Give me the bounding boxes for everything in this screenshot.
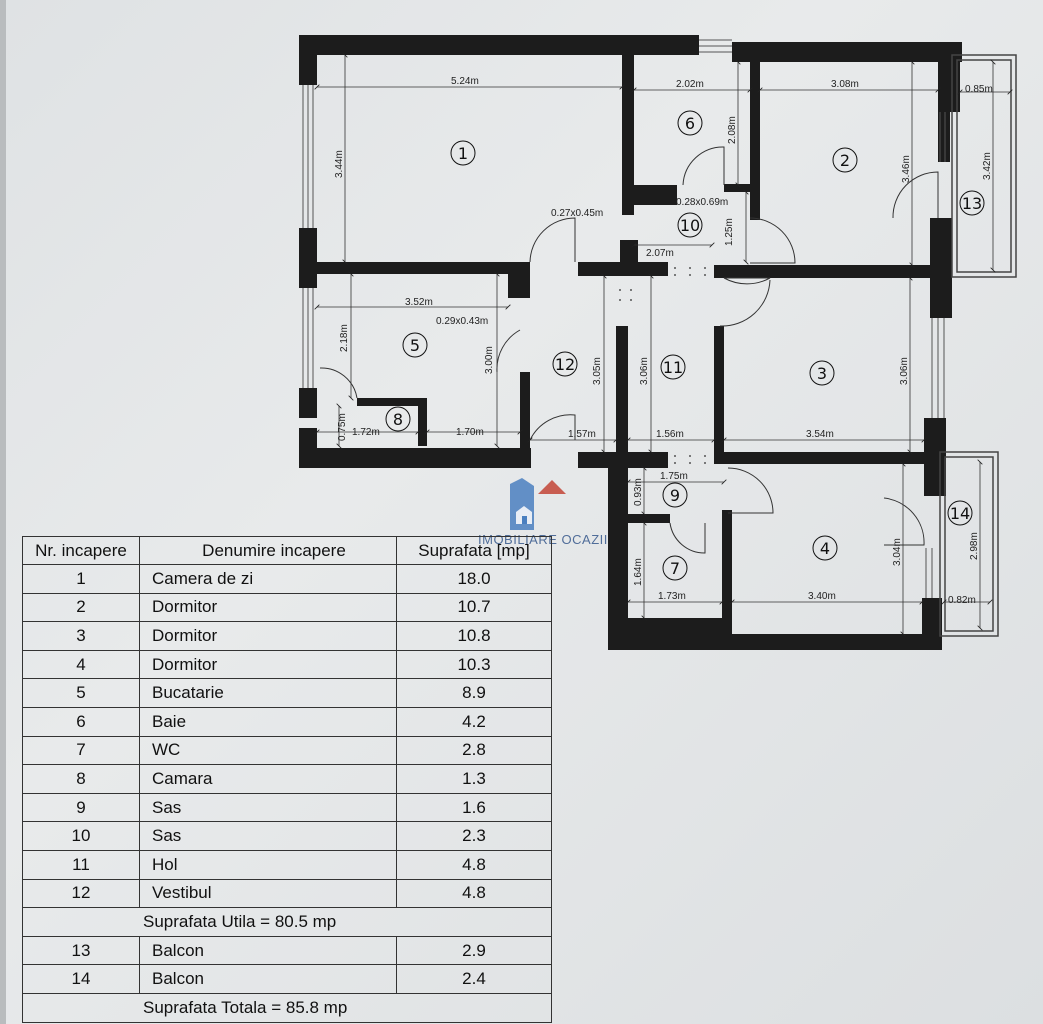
room-number-5: 5 <box>409 336 421 355</box>
room-area-cell: 2.9 <box>397 936 552 965</box>
summary-row <box>23 908 552 937</box>
room-number-14: 14 <box>949 504 971 523</box>
dim-r7-width: 1.73m <box>658 591 686 602</box>
table-row <box>23 679 552 708</box>
room-nr-cell: 14 <box>23 965 140 994</box>
room-name-cell: Balcon <box>140 965 397 994</box>
dim-r14-width: 0.82m <box>948 595 976 606</box>
dim-r7-height: 1.64m <box>633 558 644 586</box>
room-number-1: 1 <box>457 144 469 163</box>
dim-r12-height: 3.05m <box>592 357 603 385</box>
table-header-row <box>23 537 552 565</box>
column-header-name: Denumire incapere <box>140 537 397 565</box>
watermark-logo-icon <box>496 476 586 536</box>
dim-r3-width: 3.54m <box>806 429 834 440</box>
room-nr-cell: 1 <box>23 565 140 594</box>
room-number-3: 3 <box>816 364 828 383</box>
room-nr-cell: 5 <box>23 679 140 708</box>
room-nr-cell: 9 <box>23 793 140 822</box>
table-row <box>23 965 552 994</box>
room-name-cell: WC <box>140 736 397 765</box>
dim-r5-height-2: 3.00m <box>484 346 495 374</box>
room-area-cell: 10.7 <box>397 593 552 622</box>
dim-r13-width: 0.85m <box>965 84 993 95</box>
room-number-13: 13 <box>961 194 983 213</box>
room-area-cell: 8.9 <box>397 679 552 708</box>
dimension-labels <box>334 76 993 606</box>
table-row <box>23 622 552 651</box>
room-nr-cell: 11 <box>23 850 140 879</box>
room-area-cell: 1.3 <box>397 765 552 794</box>
room-name-cell: Baie <box>140 707 397 736</box>
table-row <box>23 850 552 879</box>
dim-r3-height: 3.06m <box>899 357 910 385</box>
room-area-cell: 1.6 <box>397 793 552 822</box>
room-name-cell: Bucatarie <box>140 679 397 708</box>
dim-r9-width: 1.75m <box>660 471 688 482</box>
table-row <box>23 822 552 851</box>
watermark-text: IMOBILIARE OCAZII <box>478 532 608 547</box>
room-nr-cell: 6 <box>23 707 140 736</box>
room-number-4: 4 <box>819 539 831 558</box>
dim-r2-height: 3.46m <box>901 155 912 183</box>
dim-r5-height: 2.18m <box>339 324 350 352</box>
column-header-nr: Nr. incapere <box>23 537 140 565</box>
room-nr-cell: 2 <box>23 593 140 622</box>
dim-r12-width: 1.57m <box>568 429 596 440</box>
room-name-cell: Sas <box>140 822 397 851</box>
room-area-cell: 2.4 <box>397 965 552 994</box>
dim-r1-height: 3.44m <box>334 150 345 178</box>
dim-r9-height: 0.93m <box>633 478 644 506</box>
room-name-cell: Hol <box>140 850 397 879</box>
table-row <box>23 736 552 765</box>
table-row <box>23 565 552 594</box>
dim-r4-width: 3.40m <box>808 591 836 602</box>
room-name-cell: Camera de zi <box>140 565 397 594</box>
room-number-7: 7 <box>669 559 681 578</box>
room-area-cell: 4.8 <box>397 879 552 908</box>
usable-area-summary: Suprafata Utila = 80.5 mp <box>23 908 552 937</box>
room-name-cell: Sas <box>140 793 397 822</box>
room-area-cell: 10.8 <box>397 622 552 651</box>
dim-duct-2: 0.27x0.45m <box>551 208 604 219</box>
table-row <box>23 765 552 794</box>
table-row <box>23 793 552 822</box>
room-name-cell: Dormitor <box>140 593 397 622</box>
room-nr-cell: 13 <box>23 936 140 965</box>
dim-r5-width-2: 1.70m <box>456 427 484 438</box>
room-area-table <box>22 536 552 1023</box>
dim-r13-height: 3.42m <box>982 152 993 180</box>
room-name-cell: Dormitor <box>140 650 397 679</box>
dim-r5-width: 3.52m <box>405 297 433 308</box>
room-name-cell: Vestibul <box>140 879 397 908</box>
room-area-cell: 4.8 <box>397 850 552 879</box>
dim-r2-width: 3.08m <box>831 79 859 90</box>
dim-r10-width: 2.07m <box>646 248 674 259</box>
room-name-cell: Camara <box>140 765 397 794</box>
dim-r4-height: 3.04m <box>892 538 903 566</box>
room-nr-cell: 10 <box>23 822 140 851</box>
room-nr-cell: 4 <box>23 650 140 679</box>
dim-duct-1: 0.28x0.69m <box>676 197 729 208</box>
room-area-cell: 4.2 <box>397 707 552 736</box>
room-area-cell: 18.0 <box>397 565 552 594</box>
room-name-cell: Dormitor <box>140 622 397 651</box>
room-nr-cell: 8 <box>23 765 140 794</box>
room-number-12: 12 <box>554 355 576 374</box>
room-area-cell: 2.8 <box>397 736 552 765</box>
table-row <box>23 650 552 679</box>
total-area-summary: Suprafata Totala = 85.8 mp <box>23 993 552 1022</box>
summary-row <box>23 993 552 1022</box>
dim-r6-width: 2.02m <box>676 79 704 90</box>
room-number-9: 9 <box>669 486 681 505</box>
dim-duct-3: 0.29x0.43m <box>436 316 489 327</box>
dim-r8-width: 1.72m <box>352 427 380 438</box>
room-nr-cell: 7 <box>23 736 140 765</box>
room-number-8: 8 <box>392 410 404 429</box>
dim-r6-height: 2.08m <box>727 116 738 144</box>
dim-r11-width: 1.56m <box>656 429 684 440</box>
room-nr-cell: 12 <box>23 879 140 908</box>
room-area-cell: 10.3 <box>397 650 552 679</box>
dim-r10-height: 1.25m <box>724 218 735 246</box>
room-number-6: 6 <box>684 114 696 133</box>
room-circles <box>386 111 984 580</box>
table-row <box>23 707 552 736</box>
dim-r11-height: 3.06m <box>639 357 650 385</box>
room-number-11: 11 <box>662 358 684 377</box>
table-row <box>23 879 552 908</box>
dim-r8-height: 0.75m <box>337 413 348 441</box>
room-numbers <box>393 114 982 578</box>
column-header-area: Suprafata [mp] <box>397 537 552 565</box>
dim-r1-width: 5.24m <box>451 76 479 87</box>
room-number-2: 2 <box>839 151 851 170</box>
room-number-10: 10 <box>679 216 701 235</box>
room-name-cell: Balcon <box>140 936 397 965</box>
table-row <box>23 593 552 622</box>
dim-r14-height: 2.98m <box>969 532 980 560</box>
table-row <box>23 936 552 965</box>
room-area-cell: 2.3 <box>397 822 552 851</box>
room-nr-cell: 3 <box>23 622 140 651</box>
